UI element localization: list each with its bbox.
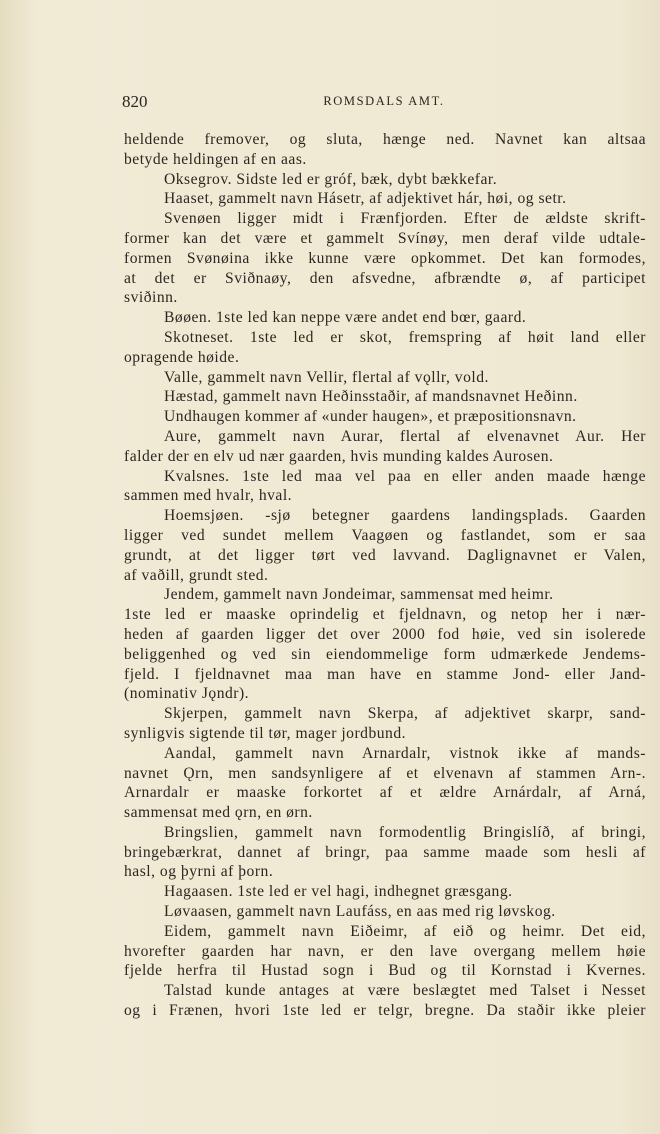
text-line: hvorefter gaarden har navn, er den lave overgang mellem høie <box>124 942 646 960</box>
text-line: hasl, og þyrni af þorn. <box>124 863 274 881</box>
text-line: formen Svønøina ikke kunne være opkommet. Det kan formodes, <box>124 249 646 267</box>
text-line: Valle, gammelt navn Vellir, flertal af vǫllr, vold. <box>164 368 489 386</box>
text-line: heldende fremover, og sluta, hænge ned. Navnet kan altsaa <box>124 131 646 148</box>
text-line: Bringslien, gammelt navn formodentlig Bringislíð, af bringi, <box>164 823 646 841</box>
text-line: Oksegrov. Sidste led er gróf, bæk, dybt bækkefar. <box>164 170 498 188</box>
text-line: Svenøen ligger midt i Frænfjorden. Efter de ældste skrift- <box>164 210 646 228</box>
text-line: Bøøen. 1ste led kan neppe være andet end bœr, gaard. <box>164 309 527 327</box>
text-line: Løvaasen, gammelt navn Laufáss, en aas med rig løvskog. <box>164 903 556 921</box>
text-line: Jendem, gammelt navn Jondeimar, sammensat med heimr. <box>164 586 554 604</box>
text-line: Talstad kunde antages at være beslægtet med Talset i Nesset <box>164 982 646 1000</box>
text-line: og i Frænen, hvori 1ste led er telgr, bregne. Da staðir ikke pleier <box>124 1002 646 1020</box>
text-line: Hæstad, gammelt navn Heðinsstaðir, af mandsnavnet Heðinn. <box>164 388 578 406</box>
text-line: navnet Ǫrn, men sandsynligere af et elvenavn af stammen Arn-. <box>124 764 646 782</box>
text-line: bringebærkrat, dannet af bringr, paa samme maade som hesli af <box>124 843 646 861</box>
text-line: af vaðill, grundt sted. <box>124 566 269 584</box>
text-line: at det er Sviðnaøy, den afsvedne, afbrændte ø, af participet <box>124 269 646 287</box>
text-line: beliggenhed og ved sin eiendommelige form udmærkede Jendems- <box>124 645 646 663</box>
text-line: grundt, at det ligger tørt ved lavvand. Daglignavnet er Valen, <box>124 546 646 564</box>
text-line: sviðinn. <box>124 289 178 307</box>
text-line: Aure, gammelt navn Aurar, flertal af elvenavnet Aur. Her <box>164 427 646 445</box>
text-line: Arnardalr er maaske forkortet af et ældre Arnárdalr, af Arná, <box>124 784 646 802</box>
page-number: 820 <box>122 92 148 111</box>
body-text <box>124 130 646 1021</box>
text-line: Undhaugen kommer af «under haugen», et præpositionsnavn. <box>164 408 577 426</box>
text-line: synligvis sigtende til tør, mager jordbund. <box>124 724 407 742</box>
text-line: Haaset, gammelt navn Hásetr, af adjektivet hár, høi, og setr. <box>164 190 567 208</box>
text-line: Hagaasen. 1ste led er vel hagi, indhegnet græsgang. <box>164 883 513 901</box>
text-line: 1ste led er maaske oprindelig et fjeldnavn, og netop her i nær- <box>124 606 646 624</box>
text-line: sammensat med ǫrn, en ørn. <box>124 804 313 822</box>
text-line: Skotneset. 1ste led er skot, fremspring af høit land eller <box>164 328 646 346</box>
text-line: Eidem, gammelt navn Eiðeimr, af eið og heimr. Det eid, <box>164 922 646 940</box>
text-line: opragende høide. <box>124 348 240 366</box>
text-line: Aandal, gammelt navn Arnardalr, vistnok ikke af mands- <box>164 744 646 762</box>
text-line: fjelde herfra til Hustad sogn i Bud og til Kornstad i Kvernes. <box>124 962 646 980</box>
page-header <box>122 92 646 116</box>
text-line: fjeld. I fjeldnavnet maa man have en stamme Jond- eller Jand- <box>124 665 646 683</box>
text-line: Kvalsnes. 1ste led maa vel paa en eller anden maade hænge <box>164 467 646 485</box>
text-line: falder der en elv ud nær gaarden, hvis munding kaldes Aurosen. <box>124 447 554 465</box>
text-line: ligger ved sundet mellem Vaagøen og fastlandet, som er saa <box>124 526 646 544</box>
text-line: Skjerpen, gammelt navn Skerpa, af adjektivet skarpr, sand- <box>164 705 646 723</box>
text-line: heden af gaarden ligger det over 2000 fod høie, ved sin isolerede <box>124 625 646 643</box>
running-title: ROMSDALS AMT. <box>323 94 445 108</box>
text-line: sammen med hvalr, hval. <box>124 487 293 505</box>
text-line: (nominativ Jǫndr). <box>124 685 250 703</box>
text-line: betyde heldingen af en aas. <box>124 150 307 168</box>
text-line: former kan det være et gammelt Svínøy, men deraf vilde udtale- <box>124 229 646 247</box>
text-line: Hoemsjøen. -sjø betegner gaardens landingsplads. Gaarden <box>164 507 646 525</box>
